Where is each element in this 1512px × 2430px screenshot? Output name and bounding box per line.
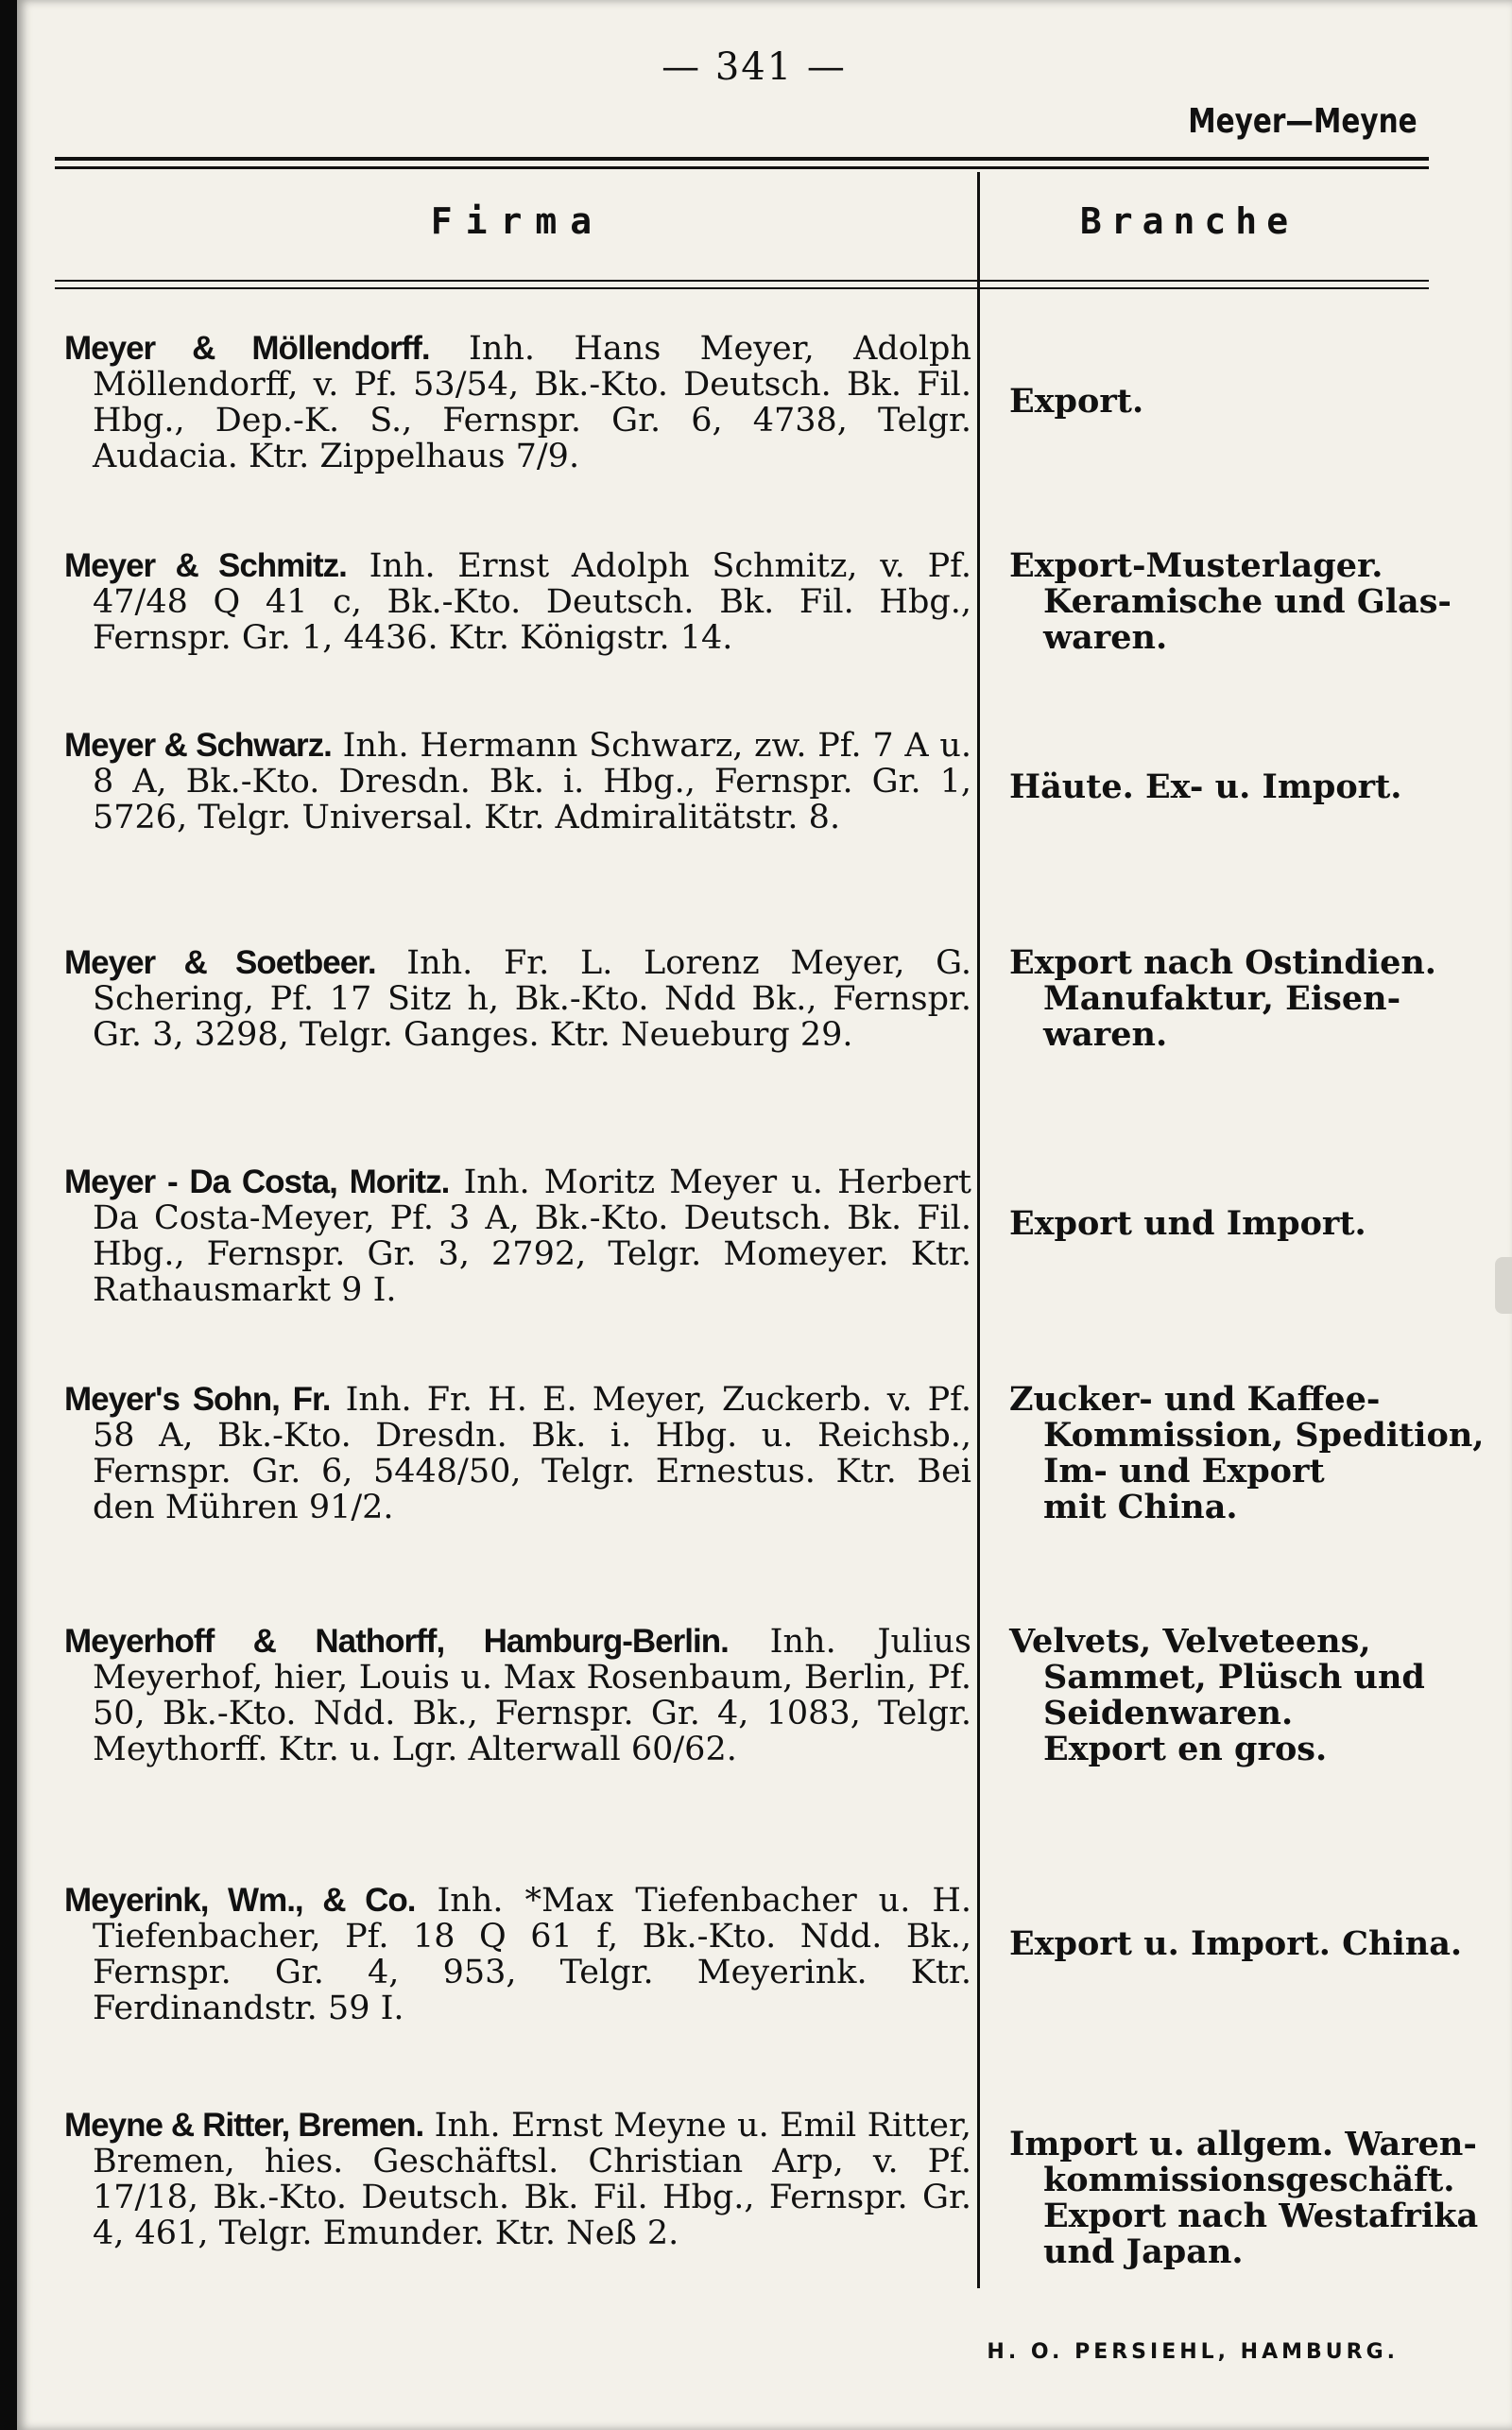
branche-text [1009, 945, 1512, 1053]
branche-line: Export u. Import. China. [1009, 1924, 1463, 1963]
branche-line: Kommission, Spedition, [1043, 1416, 1485, 1455]
column-header-firma: Firma [430, 200, 606, 242]
firma-text [64, 1164, 971, 1308]
branche-text [1009, 769, 1512, 805]
branche-text [1009, 548, 1512, 656]
branche-line: Export nach Ostindien. [1009, 943, 1436, 982]
firm-name: Meyer & Soetbeer. [64, 944, 376, 981]
firm-details: Inh. Ernst Adolph Schmitz, v. Pf. 47/48 Q 41 c, Bk.-Kto. Deutsch. Bk. Fil. Hbg., Fernspr. Gr. 1, 4436. Ktr. Königstr. 14. [93, 547, 971, 657]
column-header-branche: Branche [1079, 200, 1298, 242]
firm-name: Meyerink, Wm., & Co. [64, 1882, 416, 1919]
firma-text [64, 1382, 971, 1525]
branche-line: waren. [1043, 1015, 1168, 1054]
firm-details: Inh. Moritz Meyer u. Herbert Da Costa-Meyer, Pf. 3 A, Bk.-Kto. Deutsch. Bk. Fil. Hbg., Fernspr. Gr. 3, 2792, Telgr. Momeyer. Ktr. Rathausmarkt 9 I. [93, 1163, 971, 1309]
firm-details: Inh. Ernst Meyne u. Emil Ritter, Bremen, hies. Geschäftsl. Christian Arp, v. Pf. 17/18, Bk.-Kto. Deutsch. Bk. Fil. Hbg., Fernspr. Gr. 4, 461, Telgr. Emunder. Ktr. Neß 2. [93, 2107, 971, 2252]
firm-name: Meyer & Möllendorff. [64, 330, 430, 367]
firm-name: Meyne & Ritter, Bremen. [64, 2107, 424, 2144]
page-edge [1495, 1257, 1512, 1314]
branche-line: waren. [1043, 618, 1168, 657]
firm-details: Inh. Julius Meyerhof, hier, Louis u. Max Rosenbaum, Berlin, Pf. 50, Bk.-Kto. Ndd. Bk., Fernspr. Gr. 4, 1083, Telgr. Meythorff. Ktr. u. Lgr. Alterwall 60/62. [93, 1623, 971, 1768]
branche-text [1009, 2127, 1512, 2270]
header-rule [55, 166, 1429, 169]
firm-name: Meyer - Da Costa, Moritz. [64, 1163, 450, 1200]
firm-name: Meyerhoff & Nathorff, Hamburg-Berlin. [64, 1623, 729, 1660]
firma-text [64, 1883, 971, 2026]
branche-line: Im- und Export [1043, 1452, 1325, 1491]
branche-line: kommissionsgeschäft. [1043, 2161, 1455, 2199]
branche-line: Sammet, Plüsch und [1043, 1658, 1425, 1697]
firma-text [64, 2108, 971, 2251]
page-number: — 341 — [662, 45, 847, 89]
branche-line: Export. [1009, 382, 1144, 421]
branche-text [1009, 1624, 1512, 1767]
firm-name: Meyer & Schwarz. [64, 727, 332, 764]
branche-line: Import u. allgem. Waren- [1009, 2125, 1477, 2163]
header-rule [55, 157, 1429, 161]
branche-line: Zucker- und Kaffee- [1009, 1380, 1381, 1419]
firma-text [64, 728, 971, 836]
firm-details: Inh. Fr. L. Lorenz Meyer, G. Schering, Pf. 17 Sitz h, Bk.-Kto. Ndd Bk., Fernspr. Gr. 3, 3298, Telgr. Ganges. Ktr. Neueburg 29. [93, 944, 971, 1054]
firma-text [64, 548, 971, 656]
directory-page [17, 0, 1512, 2430]
branche-line: Manufaktur, Eisen- [1043, 979, 1401, 1018]
firm-details: Inh. Fr. H. E. Meyer, Zuckerb. v. Pf. 58 A, Bk.-Kto. Dresdn. Bk. i. Hbg. u. Reichsb., Fernspr. Gr. 6, 5448/50, Telgr. Ernestus. Ktr. Bei den Mühren 91/2. [93, 1381, 971, 1526]
firma-text [64, 945, 971, 1053]
branche-text [1009, 1926, 1512, 1962]
branche-line: Häute. Ex- u. Import. [1009, 767, 1402, 806]
branche-text [1009, 1382, 1512, 1525]
branche-line: Keramische und Glas- [1043, 582, 1452, 621]
branche-line: Export nach Westafrika [1043, 2197, 1479, 2235]
header-rule [55, 280, 1429, 282]
branche-line: Export und Import. [1009, 1204, 1366, 1243]
printer-imprint: H. O. PERSIEHL, HAMBURG. [987, 2340, 1399, 2364]
firma-text [64, 1624, 971, 1767]
branche-line: Export en gros. [1043, 1730, 1328, 1768]
branche-line: Velvets, Velveteens, [1009, 1622, 1371, 1661]
branche-line: mit China. [1043, 1488, 1238, 1526]
firm-details: Inh. *Max Tiefenbacher u. H. Tiefenbacher, Pf. 18 Q 61 f, Bk.-Kto. Ndd. Bk., Fernspr. Gr. 4, 953, Telgr. Meyerink. Ktr. Ferdinandstr. 59 I. [93, 1882, 971, 2027]
firm-details: Inh. Hermann Schwarz, zw. Pf. 7 A u. 8 A, Bk.-Kto. Dresdn. Bk. i. Hbg., Fernspr. Gr. 1, 5726, Telgr. Universal. Ktr. Admiralitätstr. 8. [93, 727, 971, 836]
firm-details: Inh. Hans Meyer, Adolph Möllendorff, v. Pf. 53/54, Bk.-Kto. Deutsch. Bk. Fil. Hbg., Dep.-K. S., Fernspr. Gr. 6, 4738, Telgr. Audacia. Ktr. Zippelhaus 7/9. [93, 330, 971, 475]
firma-text [64, 331, 971, 474]
column-divider [977, 172, 980, 2288]
branche-text [1009, 384, 1512, 420]
running-head: Meyer—Meyne [1188, 102, 1418, 141]
branche-line: Seidenwaren. [1043, 1694, 1294, 1732]
branche-line: und Japan. [1043, 2232, 1244, 2271]
branche-text [1009, 1206, 1512, 1242]
branche-line: Export-Musterlager. [1009, 546, 1383, 585]
firm-name: Meyer's Sohn, Fr. [64, 1381, 331, 1418]
firm-name: Meyer & Schmitz. [64, 547, 347, 584]
header-rule [55, 287, 1429, 289]
